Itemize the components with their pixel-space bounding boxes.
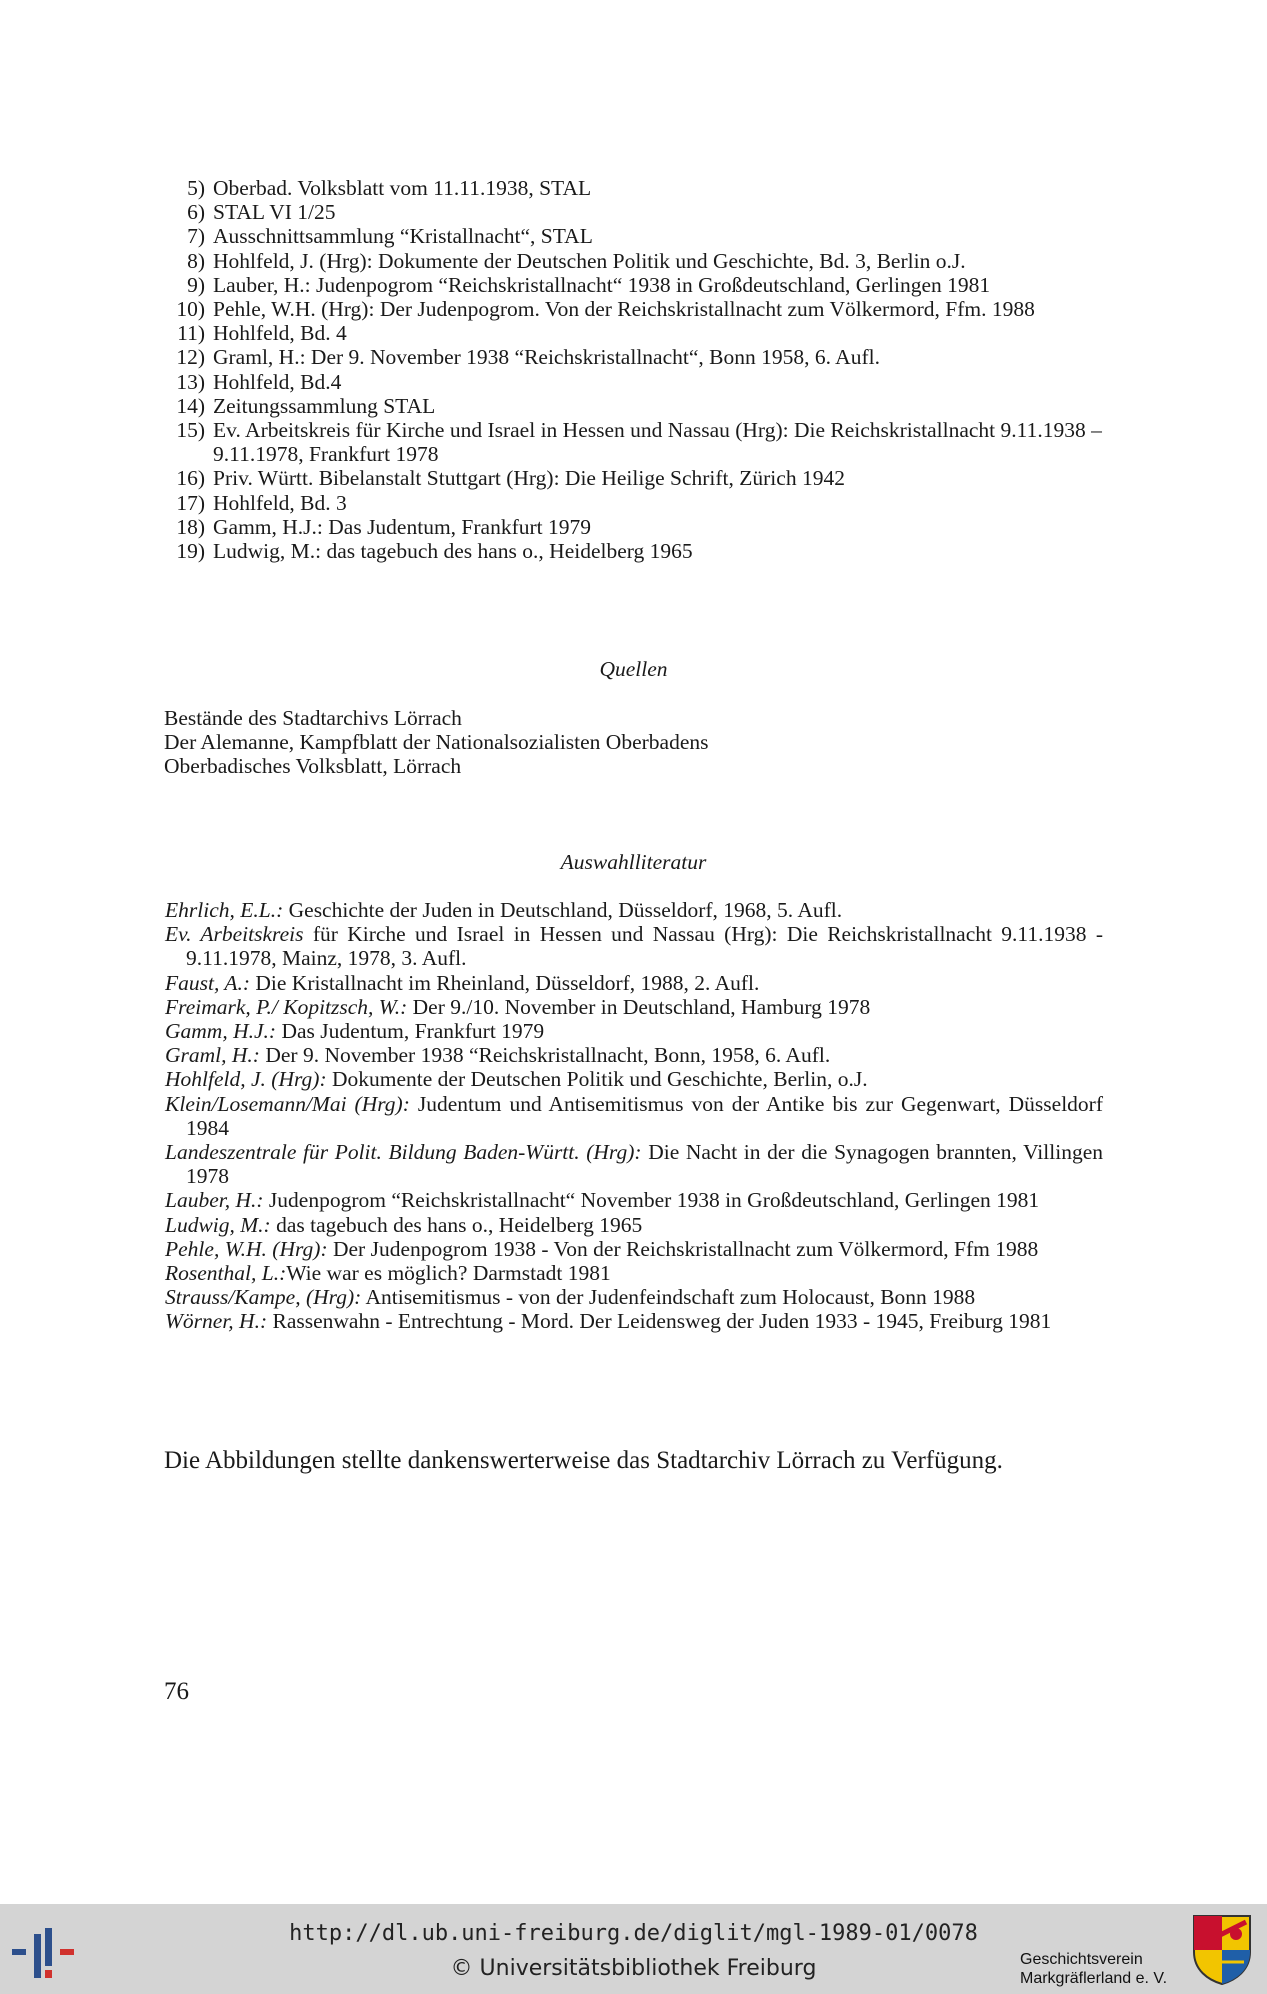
literature-entry (165, 922, 1103, 970)
society-name (1020, 1950, 1167, 1988)
literature-entry (165, 1309, 1103, 1333)
literature-title: Der 9. November 1938 “Reichskristallnacht, Bonn, 1958, 6. Aufl. (259, 1043, 831, 1068)
literature-entry (165, 971, 1103, 995)
literature-author: Lauber, H.: (165, 1188, 264, 1213)
footnote-number: 11) (177, 321, 205, 346)
literature-author: Freimark, P./ Kopitzsch, W.: (165, 994, 408, 1019)
image-credit: Die Abbildungen stellte dankenswerterweise das Stadtarchiv Lörrach zu Verfügung. (164, 1447, 1003, 1474)
footer-bar (0, 1904, 1267, 1994)
footnote-text: Graml, H.: Der 9. November 1938 “Reichskristallnacht“, Bonn 1958, 6. Aufl. (213, 345, 880, 370)
source-line: Oberbadisches Volksblatt, Lörrach (164, 754, 462, 779)
footnote-text: Ludwig, M.: das tagebuch des hans o., Heidelberg 1965 (213, 539, 693, 564)
literature-entry (165, 995, 1103, 1019)
coat-of-arms-icon[interactable] (1190, 1912, 1254, 1986)
footnote-text: Hohlfeld, J. (Hrg): Dokumente der Deutschen Politik und Geschichte, Bd. 3, Berlin o.J. (213, 248, 966, 273)
literature-author: Landeszentrale für Polit. Bildung Baden-Württ. (Hrg): (165, 1140, 642, 1165)
footnote-number: 9) (187, 272, 205, 297)
source-line: Der Alemanne, Kampfblatt der Nationalsozialisten Oberbadens (164, 730, 709, 755)
literature-author: Gamm, H.J.: (165, 1019, 277, 1044)
literature-heading: Auswahlliteratur (560, 850, 707, 874)
footnote-number: 14) (176, 393, 205, 418)
footnote-number: 7) (187, 224, 205, 249)
footnotes-list (160, 176, 1102, 563)
literature-title: Dokumente der Deutschen Politik und Geschichte, Berlin, o.J. (326, 1067, 868, 1092)
footnote-number: 16) (176, 466, 205, 491)
literature-title: Die Nacht in der die Synagogen brannten, Villingen 1978 (186, 1140, 1103, 1189)
literature-author: Rosenthal, L.: (165, 1261, 287, 1286)
footnote-item (160, 224, 1102, 248)
literature-entry (165, 1188, 1103, 1212)
literature-author: Faust, A.: (165, 970, 251, 995)
footnote-text: Priv. Württ. Bibelanstalt Stuttgart (Hrg): Die Heilige Schrift, Zürich 1942 (213, 466, 845, 491)
literature-entry (165, 1140, 1103, 1188)
footnote-text: Ev. Arbeitskreis für Kirche und Israel in Hessen und Nassau (Hrg): Die Reichskristallnacht 9.11.1938 – 9.11.1978, Frankfurt 1978 (213, 418, 1102, 467)
footnote-number: 19) (176, 539, 205, 564)
literature-entry (165, 1261, 1103, 1285)
footnote-text: Gamm, H.J.: Das Judentum, Frankfurt 1979 (213, 514, 592, 539)
literature-author: Pehle, W.H. (Hrg): (165, 1236, 328, 1261)
literature-title: Rassenwahn - Entrechtung - Mord. Der Leidensweg der Juden 1933 - 1945, Freiburg 1981 (267, 1309, 1052, 1334)
footnote-item (160, 418, 1102, 466)
literature-title: Wie war es möglich? Darmstadt 1981 (286, 1261, 611, 1286)
literature-entry (165, 898, 1103, 922)
footnote-number: 13) (176, 369, 205, 394)
footnote-text: Zeitungssammlung STAL (213, 393, 436, 418)
footnote-text: Pehle, W.H. (Hrg): Der Judenpogrom. Von der Reichskristallnacht zum Völkermord, Ffm. 1988 (213, 297, 1035, 322)
literature-entry (165, 1043, 1103, 1067)
footnote-number: 5) (187, 176, 205, 200)
literature-entry (165, 1019, 1103, 1043)
literature-list (165, 898, 1103, 1334)
footnote-item (160, 370, 1102, 394)
literature-author: Graml, H.: (165, 1043, 260, 1068)
literature-title: das tagebuch des hans o., Heidelberg 1965 (270, 1212, 643, 1237)
literature-author: Ludwig, M.: (165, 1212, 271, 1237)
literature-author: Ev. Arbeitskreis (165, 922, 304, 947)
footnote-item (160, 321, 1102, 345)
literature-title: für Kirche und Israel in Hessen und Nassau (Hrg): Die Reichskristallnacht 9.11.1938 - 9.11.1978, Mainz, 1978, 3. Aufl. (186, 922, 1103, 971)
literature-title: Das Judentum, Frankfurt 1979 (276, 1019, 545, 1044)
footnote-text: Oberbad. Volksblatt vom 11.11.1938, STAL (213, 176, 592, 200)
footnote-number: 12) (176, 345, 205, 370)
literature-author: Klein/Losemann/Mai (Hrg): (165, 1091, 410, 1116)
footnote-text: Lauber, H.: Judenpogrom “Reichskristallnacht“ 1938 in Großdeutschland, Gerlingen 1981 (213, 272, 991, 297)
page-number: 76 (164, 1678, 189, 1705)
footnote-text: Hohlfeld, Bd. 4 (213, 321, 347, 346)
footnote-number: 8) (187, 248, 205, 273)
footnote-text: Hohlfeld, Bd.4 (213, 369, 342, 394)
footnote-text: Hohlfeld, Bd. 3 (213, 490, 347, 515)
footer-url-link[interactable]: http://dl.ub.uni-freiburg.de/diglit/mgl-1989-01/0078 (289, 1921, 978, 1946)
literature-author: Ehrlich, E.L.: (165, 898, 284, 922)
footer-copyright: © Universitätsbibliothek Freiburg (450, 1956, 817, 1981)
footnote-number: 15) (176, 418, 205, 443)
literature-entry (165, 1092, 1103, 1140)
footnote-item (160, 491, 1102, 515)
footnote-item (160, 200, 1102, 224)
literature-author: Wörner, H.: (165, 1309, 268, 1334)
footnote-number: 10) (176, 297, 205, 322)
footnote-item (160, 273, 1102, 297)
society-name-line-2: Markgräflerland e. V. (1020, 1970, 1168, 1987)
literature-author: Strauss/Kampe, (Hrg): (165, 1285, 362, 1310)
footnote-item (160, 515, 1102, 539)
literature-title: Geschichte der Juden in Deutschland, Düsseldorf, 1968, 5. Aufl. (283, 898, 843, 922)
footnote-number: 17) (176, 490, 205, 515)
footnote-number: 6) (187, 200, 205, 225)
literature-entry (165, 1213, 1103, 1237)
literature-entry (165, 1285, 1103, 1309)
literature-entry (165, 1237, 1103, 1261)
footnote-text: STAL VI 1/25 (213, 200, 336, 225)
literature-title: Judenpogrom “Reichskristallnacht“ November 1938 in Großdeutschland, Gerlingen 1981 (263, 1188, 1040, 1213)
footnote-number: 18) (176, 514, 205, 539)
literature-title: Die Kristallnacht im Rheinland, Düsseldorf, 1988, 2. Aufl. (250, 970, 760, 995)
footnote-item (160, 249, 1102, 273)
footnote-item (160, 345, 1102, 369)
society-name-line-1: Geschichtsverein (1020, 1951, 1143, 1968)
footnote-text: Ausschnittsammlung “Kristallnacht“, STAL (213, 224, 593, 249)
literature-title: Antisemitismus - von der Judenfeindschaft zum Holocaust, Bonn 1988 (361, 1285, 976, 1310)
literature-title: Der Judenpogrom 1938 - Von der Reichskristallnacht zum Völkermord, Ffm 1988 (327, 1236, 1039, 1261)
footnote-item (160, 394, 1102, 418)
footnote-item (160, 539, 1102, 563)
literature-title: Der 9./10. November in Deutschland, Hamburg 1978 (407, 994, 871, 1019)
footnote-item (160, 297, 1102, 321)
literature-title: Judentum und Antisemitismus von der Antike bis zur Gegenwart, Düsseldorf 1984 (186, 1091, 1103, 1140)
literature-entry (165, 1067, 1103, 1091)
footnote-item (160, 466, 1102, 490)
sources-list (164, 706, 1104, 779)
sources-heading: Quellen (599, 657, 668, 681)
source-line: Bestände des Stadtarchivs Lörrach (164, 706, 462, 730)
literature-author: Hohlfeld, J. (Hrg): (165, 1067, 327, 1092)
footnote-item (160, 176, 1102, 200)
